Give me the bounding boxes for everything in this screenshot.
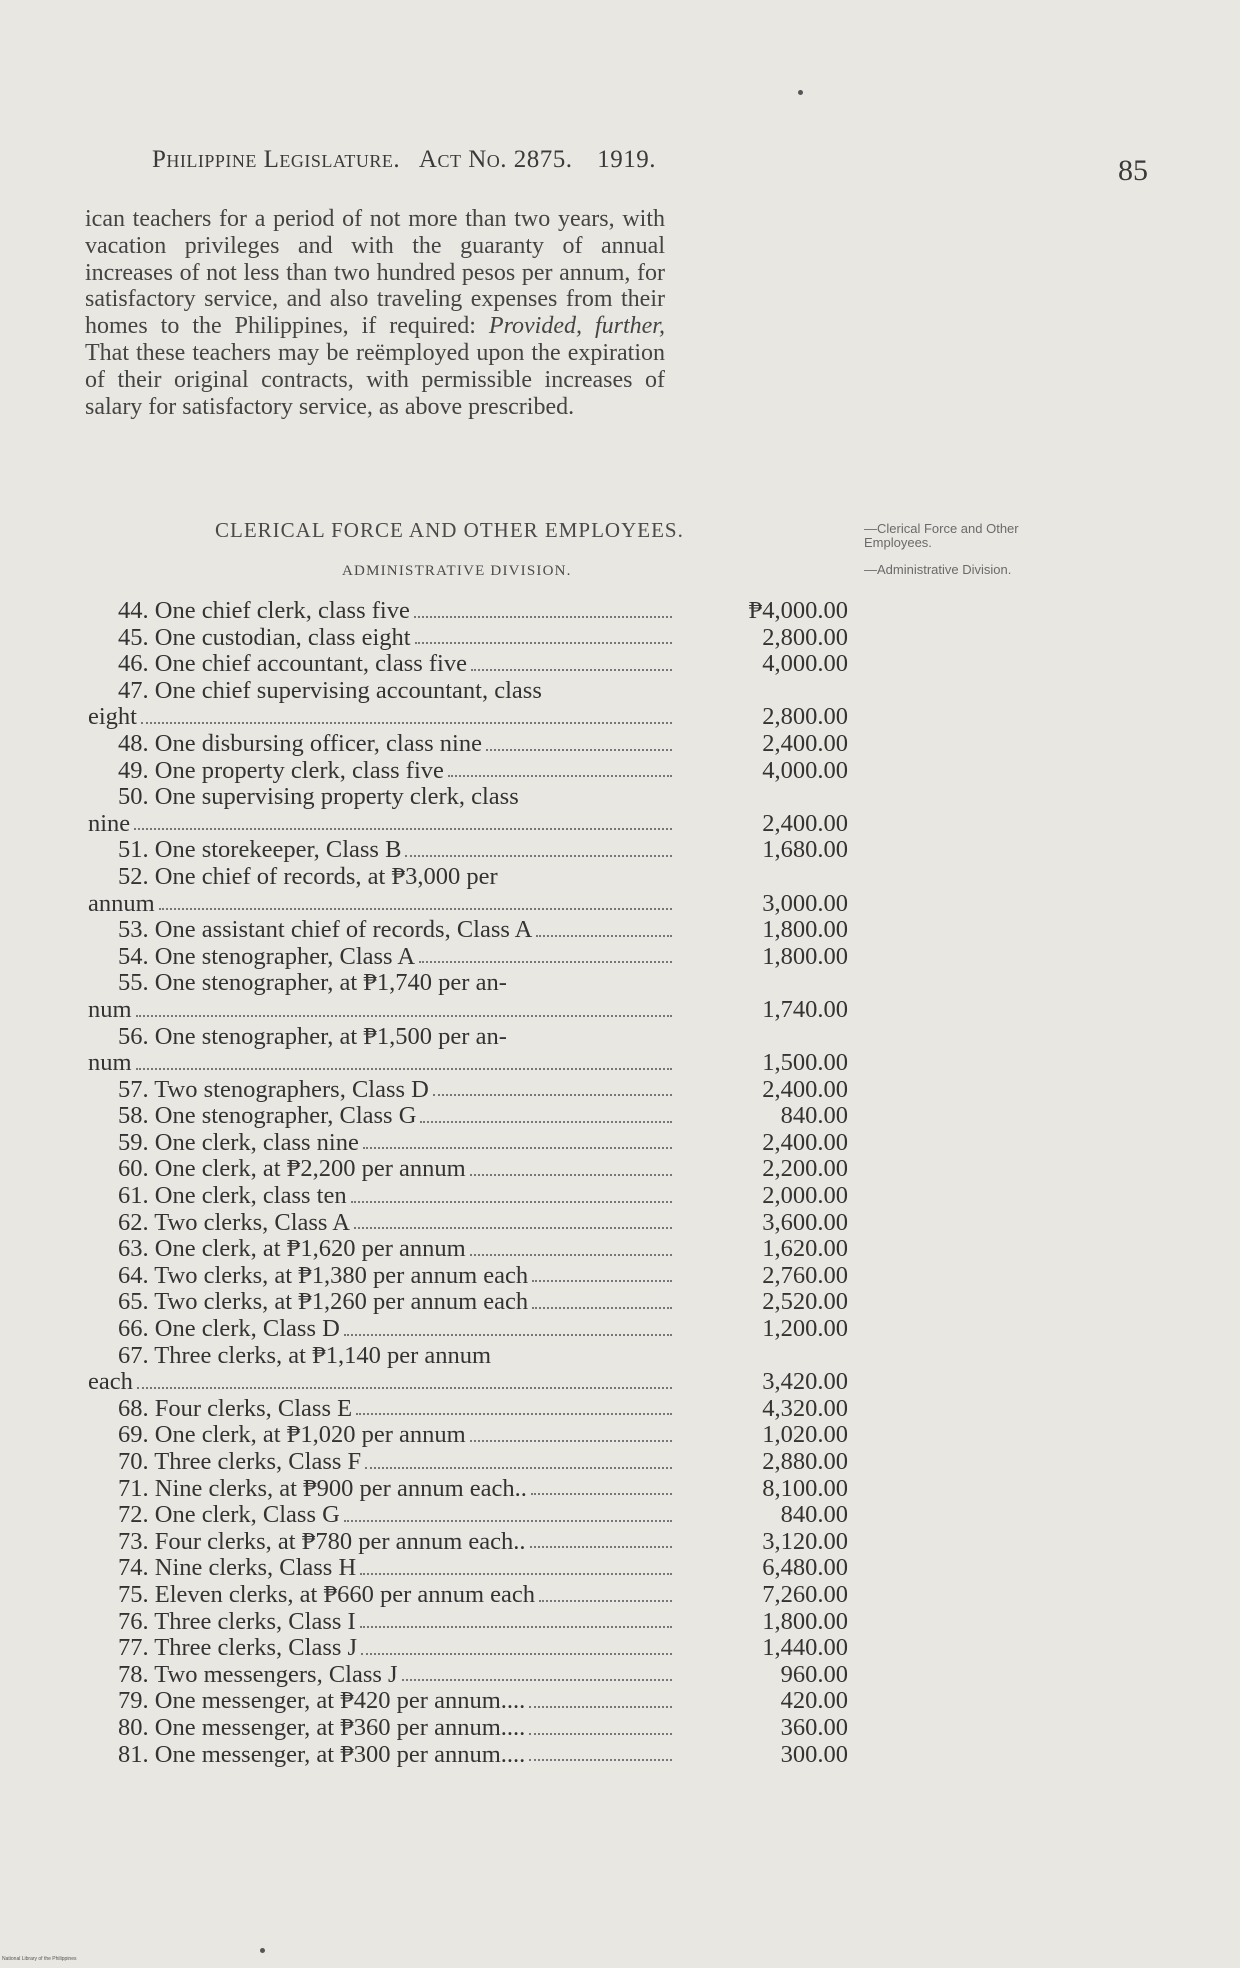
dot-leader <box>420 1103 672 1123</box>
dot-leader <box>136 1050 672 1070</box>
item-amount: 2,800.00 <box>762 703 848 731</box>
item-description <box>88 784 678 837</box>
item-amount: ₱4,000.00 <box>748 597 848 624</box>
item-text: 63. One clerk, at ₱1,620 per annum <box>118 1235 466 1263</box>
dot-leader <box>363 1130 672 1150</box>
item-row <box>88 1476 868 1503</box>
item-row <box>88 1316 868 1343</box>
item-text: 66. One clerk, Class D <box>118 1315 340 1343</box>
item-amount: 300.00 <box>780 1740 848 1768</box>
item-description <box>88 1103 678 1130</box>
item-text: 61. One clerk, class ten <box>118 1182 347 1210</box>
item-description <box>88 1635 678 1662</box>
item-text: 52. One chief of records, at ₱3,000 per <box>118 862 498 890</box>
item-text: 56. One stenographer, at ₱1,500 per an- <box>118 1022 507 1050</box>
item-description <box>88 758 678 785</box>
item-description <box>88 1263 678 1290</box>
dot-leader <box>415 625 672 645</box>
item-text: 46. One chief accountant, class five <box>118 650 467 678</box>
item-amount: 1,200.00 <box>762 1315 848 1343</box>
item-description <box>88 678 678 731</box>
item-amount: 3,000.00 <box>762 889 848 917</box>
item-description <box>88 917 678 944</box>
intro-italic: Provided, further, <box>488 313 665 340</box>
speck-bottom <box>260 1948 265 1953</box>
item-row <box>88 678 868 731</box>
dot-leader <box>529 1715 672 1735</box>
item-row <box>88 1529 868 1556</box>
item-row <box>88 1077 868 1104</box>
item-amount: 7,260.00 <box>762 1580 848 1608</box>
item-description <box>88 1024 678 1077</box>
item-row <box>88 1396 868 1423</box>
appropriation-items <box>88 598 868 1768</box>
item-amount: 960.00 <box>780 1660 848 1688</box>
item-row <box>88 1742 868 1769</box>
item-row <box>88 1635 868 1662</box>
item-row <box>88 1688 868 1715</box>
dot-leader <box>419 944 672 964</box>
item-amount: 4,000.00 <box>762 756 848 784</box>
item-row <box>88 1289 868 1316</box>
item-amount: 2,400.00 <box>762 1128 848 1156</box>
item-amount: 3,600.00 <box>762 1208 848 1236</box>
intro-text-after: That these teachers may be reëmployed upon the expiration of their original contracts, with permissible increases of salary for satisfactory service, as above prescribed. <box>85 339 665 420</box>
item-description <box>88 1422 678 1449</box>
dot-leader <box>356 1396 672 1416</box>
item-description <box>88 970 678 1023</box>
item-description <box>88 1582 678 1609</box>
item-text: 53. One assistant chief of records, Class A <box>118 916 533 944</box>
item-amount: 3,120.00 <box>762 1527 848 1555</box>
item-description <box>88 1502 678 1529</box>
item-amount: 2,800.00 <box>762 623 848 651</box>
dot-leader <box>134 811 672 831</box>
item-amount: 1,800.00 <box>762 1607 848 1635</box>
item-description <box>88 1715 678 1742</box>
dot-leader <box>539 1582 672 1602</box>
item-description <box>88 1529 678 1556</box>
item-row <box>88 1183 868 1210</box>
item-amount: 1,440.00 <box>762 1634 848 1662</box>
item-description <box>88 1289 678 1316</box>
item-text: 59. One clerk, class nine <box>118 1128 359 1156</box>
item-amount: 1,800.00 <box>762 942 848 970</box>
item-text: 58. One stenographer, Class G <box>118 1102 417 1130</box>
dot-leader <box>414 598 672 618</box>
item-text: 70. Three clerks, Class F <box>118 1448 362 1475</box>
item-description <box>88 1449 678 1476</box>
item-description <box>88 1156 678 1183</box>
item-amount: 1,740.00 <box>762 995 848 1023</box>
year: 1919. <box>597 146 657 173</box>
item-row <box>88 1422 868 1449</box>
item-amount: 2,520.00 <box>762 1288 848 1316</box>
item-description <box>88 625 678 652</box>
item-text: 60. One clerk, at ₱2,200 per annum <box>118 1155 466 1183</box>
item-text: 55. One stenographer, at ₱1,740 per an- <box>118 969 507 997</box>
item-text: 79. One messenger, at ₱420 per annum.... <box>118 1687 526 1715</box>
item-text: 54. One stenographer, Class A <box>118 942 416 970</box>
item-amount: 840.00 <box>780 1501 848 1529</box>
dot-leader <box>405 837 672 857</box>
item-description <box>88 1236 678 1263</box>
dot-leader <box>530 1529 672 1549</box>
item-description <box>88 1555 678 1582</box>
item-row <box>88 864 868 917</box>
item-text: 68. Four clerks, Class E <box>118 1394 353 1422</box>
item-text: 64. Two clerks, at ₱1,380 per annum each <box>118 1261 529 1289</box>
item-row <box>88 625 868 652</box>
item-description <box>88 1476 678 1503</box>
item-text: 81. One messenger, at ₱300 per annum.... <box>118 1740 526 1768</box>
item-text: 65. Two clerks, at ₱1,260 per annum each <box>118 1288 529 1316</box>
item-row <box>88 1449 868 1476</box>
intro-text-before: ican teachers for a period of not more than two years, with vacation privileges and with the guaranty of annual increases of not less than two hundred pesos per annum, for satisfactory service, and also traveling expenses from their homes to the Philippines, if required: <box>85 206 665 340</box>
item-amount: 3,420.00 <box>762 1368 848 1396</box>
item-continuation: each <box>88 1368 133 1396</box>
item-text: 74. Nine clerks, Class H <box>118 1554 357 1582</box>
dot-leader <box>531 1476 672 1496</box>
dot-leader <box>532 1289 672 1309</box>
item-row <box>88 1582 868 1609</box>
margin-note-administrative: —Administrative Division. <box>864 562 1012 577</box>
dot-leader <box>536 917 672 937</box>
intro-paragraph <box>85 206 665 420</box>
item-row <box>88 1555 868 1582</box>
item-text: 71. Nine clerks, at ₱900 per annum each.. <box>118 1474 527 1502</box>
page-number: 85 <box>1118 154 1148 187</box>
dot-leader <box>529 1742 672 1762</box>
dot-leader <box>470 1156 672 1176</box>
item-amount: 2,200.00 <box>762 1155 848 1183</box>
item-row <box>88 784 868 837</box>
dot-leader <box>159 891 672 911</box>
running-header <box>152 146 656 174</box>
item-row <box>88 1662 868 1689</box>
item-row <box>88 1609 868 1636</box>
item-text: 50. One supervising property clerk, class <box>118 783 519 811</box>
item-text: 67. Three clerks, at ₱1,140 per annum <box>118 1341 492 1369</box>
section-title: CLERICAL FORCE AND OTHER EMPLOYEES. <box>215 518 684 542</box>
item-amount: 4,320.00 <box>762 1394 848 1422</box>
item-description <box>88 1742 678 1769</box>
dot-leader <box>486 731 672 751</box>
item-amount: 2,400.00 <box>762 809 848 837</box>
item-row <box>88 1343 868 1396</box>
item-amount: 1,620.00 <box>762 1235 848 1263</box>
item-amount: 1,680.00 <box>762 836 848 864</box>
item-row <box>88 944 868 971</box>
running-title: Philippine Legislature. <box>152 146 401 173</box>
item-description <box>88 1183 678 1210</box>
dot-leader <box>344 1502 672 1522</box>
item-description <box>88 864 678 917</box>
dot-leader <box>360 1555 672 1575</box>
dot-leader <box>361 1635 672 1655</box>
item-description <box>88 1210 678 1237</box>
item-amount: 1,500.00 <box>762 1049 848 1077</box>
item-text: 44. One chief clerk, class five <box>118 597 410 624</box>
dot-leader <box>137 1369 672 1389</box>
dot-leader <box>402 1662 672 1682</box>
item-row <box>88 598 868 625</box>
item-continuation: eight <box>88 703 137 731</box>
item-description <box>88 1662 678 1689</box>
item-description <box>88 598 678 625</box>
speck-top <box>798 90 803 95</box>
item-amount: 1,020.00 <box>762 1421 848 1449</box>
item-text: 72. One clerk, Class G <box>118 1501 340 1529</box>
item-description <box>88 1609 678 1636</box>
item-row <box>88 970 868 1023</box>
item-row <box>88 1103 868 1130</box>
dot-leader <box>470 1422 672 1442</box>
item-row <box>88 1156 868 1183</box>
item-text: 78. Two messengers, Class J <box>118 1660 398 1688</box>
item-row <box>88 837 868 864</box>
dot-leader <box>532 1263 672 1283</box>
dot-leader <box>365 1449 672 1469</box>
item-continuation: num <box>88 1049 132 1077</box>
item-row <box>88 1210 868 1237</box>
item-row <box>88 1502 868 1529</box>
item-amount: 2,880.00 <box>762 1448 848 1475</box>
dot-leader <box>344 1316 672 1336</box>
item-description <box>88 1688 678 1715</box>
item-text: 62. Two clerks, Class A <box>118 1208 350 1236</box>
item-amount: 2,000.00 <box>762 1182 848 1210</box>
item-row <box>88 758 868 785</box>
item-row <box>88 1263 868 1290</box>
item-text: 47. One chief supervising accountant, class <box>118 676 542 704</box>
item-amount: 2,760.00 <box>762 1261 848 1289</box>
item-amount: 2,400.00 <box>762 1075 848 1103</box>
dot-leader <box>141 704 672 724</box>
dot-leader <box>529 1688 672 1708</box>
item-amount: 6,480.00 <box>762 1554 848 1582</box>
dot-leader <box>136 997 672 1017</box>
item-text: 76. Three clerks, Class I <box>118 1607 356 1635</box>
item-description <box>88 1316 678 1343</box>
item-description <box>88 837 678 864</box>
item-continuation: nine <box>88 809 131 837</box>
item-continuation: annum <box>88 889 155 917</box>
item-description <box>88 651 678 678</box>
item-amount: 1,800.00 <box>762 916 848 944</box>
dot-leader <box>360 1609 672 1629</box>
subsection-title: ADMINISTRATIVE DIVISION. <box>342 563 572 579</box>
item-text: 57. Two stenographers, Class D <box>118 1075 429 1103</box>
item-row <box>88 1130 868 1157</box>
dot-leader <box>433 1077 672 1097</box>
act-number: Act No. 2875. <box>418 146 573 173</box>
item-text: 45. One custodian, class eight <box>118 623 411 651</box>
item-description <box>88 944 678 971</box>
dot-leader <box>354 1210 672 1230</box>
item-description <box>88 731 678 758</box>
item-text: 49. One property clerk, class five <box>118 756 444 784</box>
item-text: 73. Four clerks, at ₱780 per annum each.. <box>118 1527 526 1555</box>
dot-leader <box>470 1236 672 1256</box>
item-text: 77. Three clerks, Class J <box>118 1634 358 1662</box>
item-amount: 2,400.00 <box>762 729 848 757</box>
dot-leader <box>471 651 672 671</box>
dot-leader <box>448 758 672 778</box>
item-description <box>88 1343 678 1396</box>
item-description <box>88 1077 678 1104</box>
item-text: 69. One clerk, at ₱1,020 per annum <box>118 1421 466 1449</box>
item-text: 75. Eleven clerks, at ₱660 per annum each <box>118 1580 536 1608</box>
item-continuation: num <box>88 995 132 1023</box>
item-description <box>88 1130 678 1157</box>
item-amount: 420.00 <box>780 1687 848 1715</box>
item-row <box>88 1024 868 1077</box>
item-text: 51. One storekeeper, Class B <box>118 836 402 864</box>
margin-note-clerical: —Clerical Force and Other Employees. <box>864 521 1019 550</box>
item-row <box>88 917 868 944</box>
item-row <box>88 1715 868 1742</box>
item-text: 80. One messenger, at ₱360 per annum.... <box>118 1713 526 1741</box>
item-row <box>88 651 868 678</box>
item-row <box>88 1236 868 1263</box>
item-amount: 360.00 <box>780 1713 848 1741</box>
item-row <box>88 731 868 758</box>
item-amount: 8,100.00 <box>762 1474 848 1502</box>
dot-leader <box>351 1183 672 1203</box>
item-amount: 4,000.00 <box>762 650 848 678</box>
item-amount: 840.00 <box>780 1102 848 1130</box>
item-text: 48. One disbursing officer, class nine <box>118 729 482 757</box>
item-description <box>88 1396 678 1423</box>
footer-credit: National Library of the Philippines <box>2 1956 77 1962</box>
